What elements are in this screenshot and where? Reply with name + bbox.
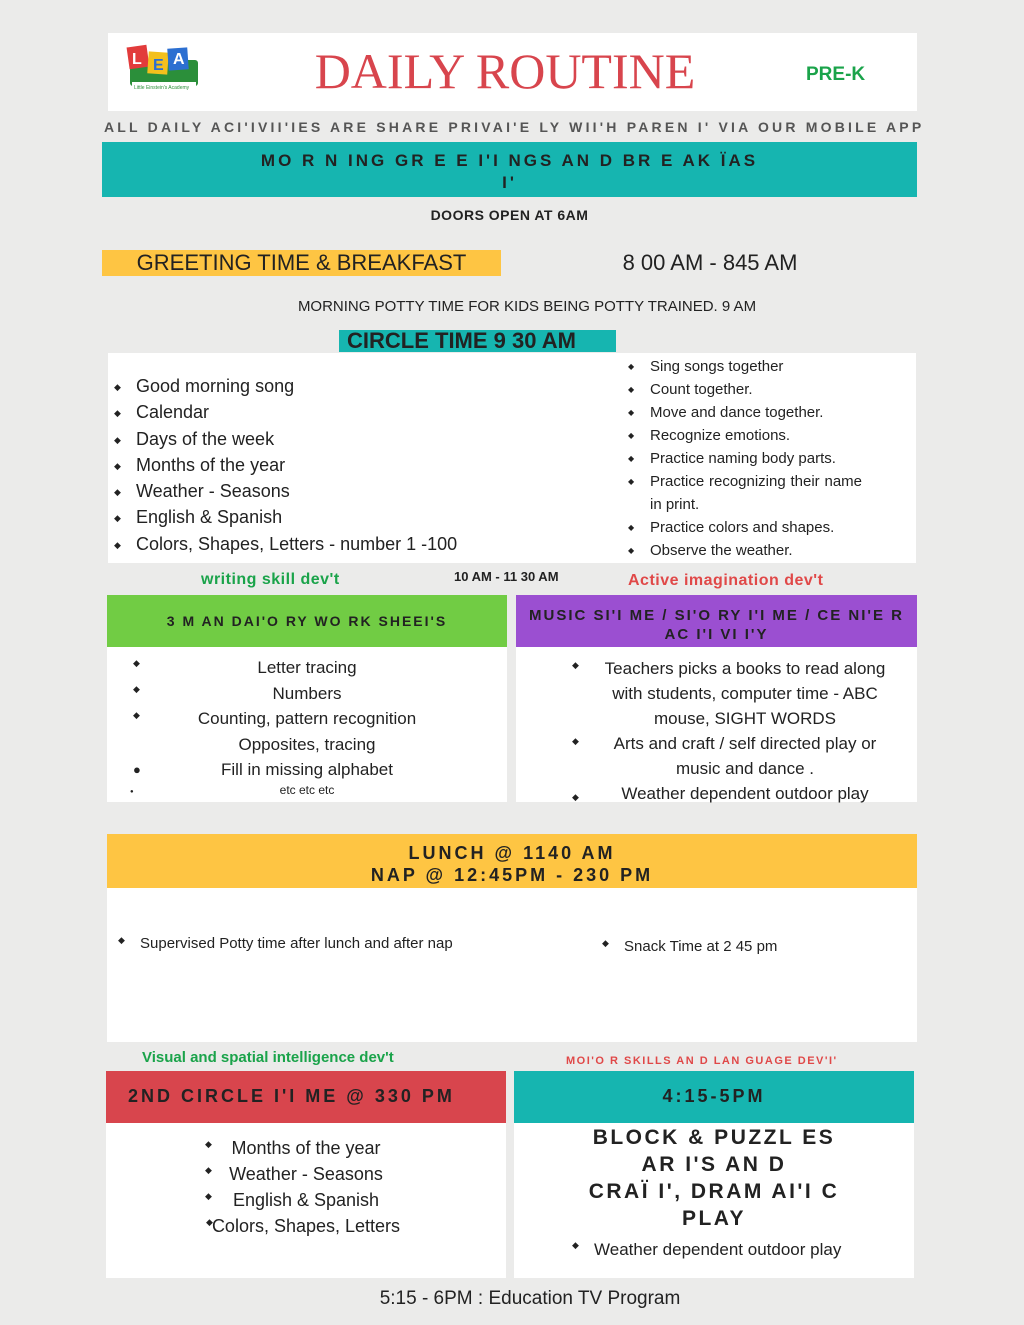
visual-spatial-label: Visual and spatial intelligence dev't — [142, 1049, 394, 1066]
worksheets-list — [107, 655, 507, 797]
list-item: ◆ Months of the year — [108, 452, 457, 478]
music-story-list — [590, 656, 900, 806]
list-item: ◆ Colors, Shapes, Letters - number 1 -100 — [108, 531, 457, 557]
greeting-breakfast-label: GREETING TIME & BREAKFAST — [102, 250, 501, 276]
academy-logo — [124, 44, 200, 94]
svg-text:Little Einstein's Academy: Little Einstein's Academy — [134, 85, 190, 91]
music-header-line1: MUSIC SI'I ME / SI'O RY I'I ME / CE NI'E R — [529, 607, 904, 624]
worksheets-header: 3 M AN DAI'O RY WO RK SHEEI'S — [107, 595, 507, 647]
list-item: ◆ Move and dance together. — [622, 401, 862, 424]
doors-open-note: DOORS OPEN AT 6AM — [430, 207, 589, 223]
list-item: ◆ Snack Time at 2 45 pm — [596, 938, 777, 955]
list-item: Months of the year — [231, 1138, 381, 1158]
list-item: ◆ Good morning song — [108, 373, 457, 399]
afternoon-activities-header: 4:15-5PM — [514, 1071, 914, 1123]
afternoon-activities-list — [514, 1124, 914, 1232]
potty-note-list — [112, 935, 453, 952]
bullet-icon: ◆ — [205, 1191, 212, 1201]
list-item: ◆ Count together. — [622, 378, 862, 401]
nap-time: NAP @ 12:45PM - 230 PM — [370, 865, 654, 885]
activity-line: BLOCK & PUZZL ES — [592, 1126, 836, 1149]
list-item: English & Spanish — [232, 1190, 380, 1210]
page-title: DAILY ROUTINE — [314, 43, 696, 99]
bullet-icon: ● — [133, 762, 141, 777]
list-item: Weather dependent outdoor play — [621, 784, 869, 803]
evening-program-note: 5:15 - 6PM : Education TV Program — [379, 1288, 681, 1309]
app-sharing-note: ALL DAILY ACI'IVII'IES ARE SHARE PRIVAI'E LY WII'H PAREN I' VIA OUR MOBILE APP — [104, 119, 925, 135]
activities-weather-list — [566, 1240, 841, 1260]
circle-time-label — [339, 330, 616, 352]
activity-line: AR I'S AN D — [641, 1153, 787, 1176]
list-item: etc etc etc — [279, 782, 335, 797]
circle-time-text: CIRCLE TIME 9 30 AM — [347, 328, 576, 353]
morning-banner-line2: I' — [502, 173, 517, 192]
lunch-nap-box — [107, 888, 917, 1042]
list-item: ◆ Practice recognizing their name in print. — [622, 470, 862, 516]
list-item: Arts and craft / self directed play or — [613, 734, 877, 753]
circle-time-left-list — [108, 373, 457, 557]
bullet-icon: ◆ — [206, 1217, 213, 1227]
lunch-time: LUNCH @ 1140 AM — [408, 843, 616, 863]
list-item: Teachers picks a books to read along — [604, 659, 886, 678]
list-item: ◆ English & Spanish — [108, 504, 457, 530]
list-item: Weather - Seasons — [229, 1164, 383, 1184]
bullet-icon: ◆ — [133, 684, 140, 694]
activity-line: PLAY — [681, 1207, 747, 1230]
list-item: Letter tracing — [257, 658, 357, 677]
list-item: ◆ Weather - Seasons — [108, 478, 457, 504]
morning-potty-note: MORNING POTTY TIME FOR KIDS BEING POTTY TRAINED. 9 AM — [297, 298, 757, 315]
list-item: Numbers — [272, 683, 342, 703]
list-item: ◆ Recognize emotions. — [622, 424, 862, 447]
bullet-icon: ◆ — [572, 792, 579, 802]
list-item: Fill in missing alphabet — [221, 760, 393, 779]
mid-morning-time: 10 AM - 11 30 AM — [454, 569, 559, 584]
second-circle-list — [106, 1135, 506, 1239]
bullet-icon: ◆ — [133, 710, 140, 720]
imagination-label: Active imagination dev't — [628, 572, 824, 589]
svg-text:E: E — [153, 57, 164, 74]
morning-greetings-banner — [102, 142, 917, 197]
morning-banner-line1: MO R N ING GR E E I'I NGS AN D BR E AK ÏAS — [260, 151, 759, 170]
snack-note-list — [596, 938, 777, 955]
svg-text:L: L — [132, 51, 142, 68]
writing-skill-label: writing skill dev't — [201, 571, 340, 588]
list-item: Opposites, tracing — [238, 734, 376, 754]
list-item: mouse, SIGHT WORDS — [654, 709, 836, 728]
bullet-icon: ◆ — [205, 1165, 212, 1175]
bullet-icon: ◆ — [205, 1139, 212, 1149]
motor-language-label: MOI'O R SKILLS AN D LAN GUAGE DEV'I' — [566, 1055, 838, 1067]
list-item: Counting, pattern recognition — [197, 709, 417, 728]
music-story-center-header — [516, 595, 917, 647]
bullet-icon: ◆ — [572, 736, 579, 746]
list-item: ◆ Calendar — [108, 399, 457, 425]
lunch-nap-banner — [107, 834, 917, 888]
list-item: ◆ Supervised Potty time after lunch and after nap — [112, 935, 453, 952]
music-header-line2: AC I'I VI I'Y — [664, 626, 769, 643]
list-item: ◆ Practice naming body parts. — [622, 447, 862, 470]
circle-time-right-list — [622, 355, 862, 562]
greeting-breakfast-time: 8 00 AM - 845 AM — [622, 250, 798, 275]
list-item: ◆ Practice colors and shapes. — [622, 516, 862, 539]
list-item: ◆ Days of the week — [108, 426, 457, 452]
list-item: ◆ Weather dependent outdoor play — [566, 1240, 841, 1260]
grade-label: PRE-K — [806, 64, 866, 85]
list-item: ◆ Observe the weather. — [622, 539, 862, 562]
list-item: Colors, Shapes, Letters — [211, 1216, 401, 1236]
bullet-icon: ● — [130, 789, 134, 795]
list-item: ◆ Sing songs together — [622, 355, 862, 378]
list-item: with students, computer time - ABC — [612, 684, 878, 703]
second-circle-header: 2ND CIRCLE I'I ME @ 330 PM — [106, 1071, 506, 1123]
list-item: music and dance . — [676, 759, 814, 778]
bullet-icon: ◆ — [572, 660, 579, 670]
bullet-icon: ◆ — [133, 658, 140, 668]
activity-line: CRAÏ I', DRAM AI'I C — [588, 1180, 840, 1203]
svg-text:A: A — [173, 51, 185, 68]
